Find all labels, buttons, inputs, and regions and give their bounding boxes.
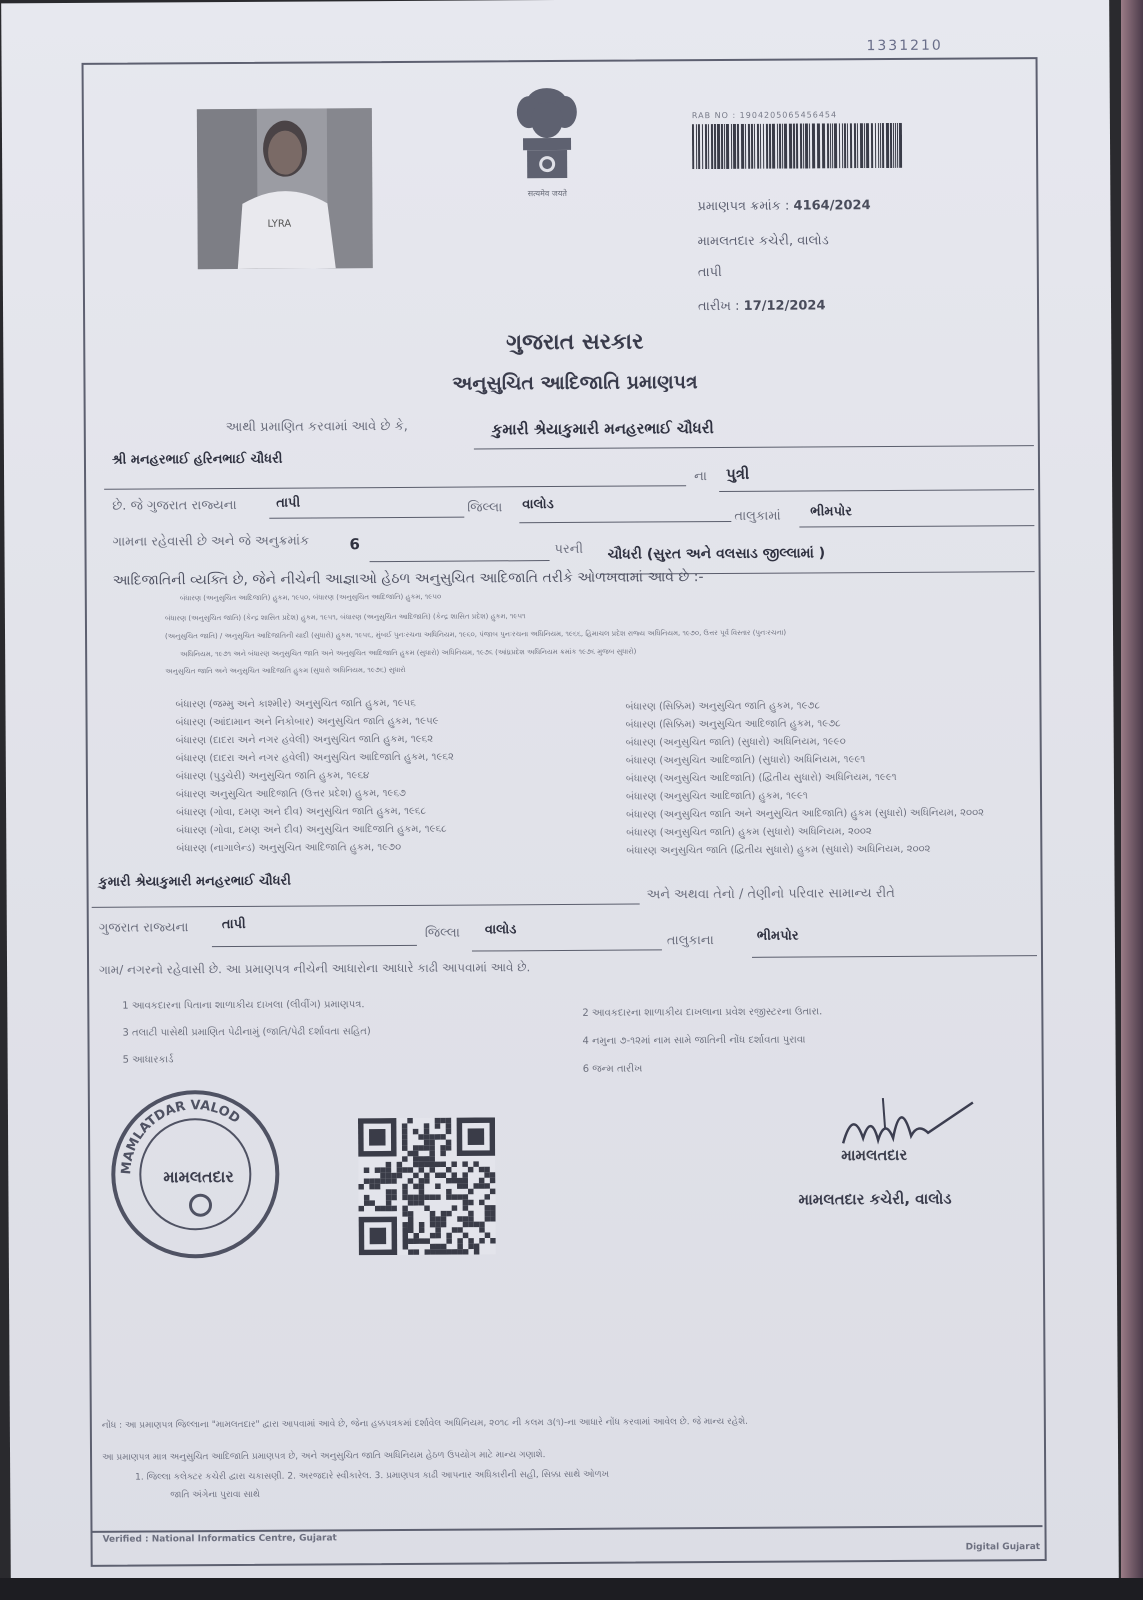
issue-date-value: 17/12/2024	[743, 298, 826, 314]
village-value-2: ભીમપોર	[756, 928, 799, 944]
order-item: બંધારણ (અનુસુચિત જાતિ) (કેન્દ્ર શાસિત પ્રદેશ) હુકમ, ૧૯૫૧, બંધારણ (અનુસુચિત આદિજાતિ) (કેન્દ્ર શાસિત પ્રદેશ) હુકમ, ૧૯૫૧	[164, 612, 526, 623]
svg-text:LYRA: LYRA	[267, 218, 292, 230]
note-line: જાતિ અંગેના પુરાવા સાથે	[170, 1489, 260, 1501]
note-line: નોંધ : આ પ્રમાણપત્ર જિલ્લાના "મામલતદાર" દ્વારા આપવામાં આવે છે, જેના હક્કપત્રકમાં દર્શાવેલ અધિનિયમ, ૨૦૧૮ ની કલમ ૩(૧)-ના આધારે નોંધ કરવામાં આવેલ છે. જે માન્ય રહેશે.	[101, 1416, 749, 1431]
tribe-statement: આદિજાતિની વ્યક્તિ છે, જેને નીચેની આજ્ઞાઓ હેઠળ અનુસુચિત આદિજાતિ તરીકે ઓળખવામાં આવે છે :-	[112, 569, 704, 589]
basis-text: ગામ/ નગરનો રહેવાસી છે. આ પ્રમાણપત્ર નીચેની આધારોના આધારે કાઢી આપવામાં આવે છે.	[99, 960, 531, 977]
certificate-number-value: 4164/2024	[793, 198, 871, 214]
stamp-center-text: મામલતદાર	[163, 1167, 234, 1187]
district-value: તાપી	[276, 495, 301, 511]
father-name: શ્રી મનહરભાઈ હરિનભાઈ ચૌધરી	[111, 451, 283, 468]
order-item: બંધારણ અનુસુચિત જાતિ (દ્વિતીય સુધારો) હુકમ (સુધારો) અધિનિયમ, ૨૦૦૨	[626, 843, 931, 857]
certificate-title: અનુસુચિત આદિજાતિ પ્રમાણપત્ર	[452, 371, 698, 395]
order-item: (અનુસુચિત જાતિ) / અનુસુચિત આદિજાતિની યાદી (સુધારો) હુકમ, ૧૯૫૬, મુંબઈ પુનઃરચના અધિનિયમ, ૧૯૬૦, પંજાબ પુનઃરચના અધિનિયમ, ૧૯૬૬, હિમાચલ પ્રદેશ રાજ્ય અધિનિયમ, ૧૯૭૦, ઉત્તર પૂર્વ વિસ્તાર (પુનઃરચના)	[165, 628, 787, 641]
district-label: જિલ્લા	[467, 500, 503, 516]
order-item: બંધારણ (સિક્કિમ) અનુસુચિત આદિજાતિ હુકમ, ૧૯૭૮	[625, 718, 841, 731]
applicant-photo	[197, 108, 373, 269]
document-item: 4 નમુના ૭-૧૨માં નામ સામે જાતિની નોંધ દર્શાવતા પુરાવા	[582, 1034, 806, 1047]
district-label-2: જિલ્લા	[424, 925, 460, 941]
official-stamp	[108, 1087, 284, 1263]
document-item: 2 આવકદારના શાળાકીય દાખલાના પ્રવેશ રજીસ્ટરના ઉતારા.	[582, 1006, 823, 1019]
document-item: 5 આધારકાર્ડ	[122, 1054, 174, 1066]
qr-code	[358, 1117, 496, 1255]
schedule-mid: પરની	[554, 541, 584, 558]
footer-right: Digital Gujarat	[965, 1542, 1041, 1553]
order-item: અનુસુચિત જાતિ અને અનુસુચિત આદિજાતિ હુકમ (સુધારો અધિનિયમ, ૧૯૭૬) સુધારો	[165, 665, 406, 676]
relation-prefix: ના	[694, 469, 707, 485]
office-line-1: મામલતદાર કચેરી, વાલોડ	[697, 233, 829, 250]
order-item: બંધારણ (સિક્કિમ) અનુસુચિત જાતિ હુકમ, ૧૯૭૮	[625, 700, 820, 713]
document-item: 3 તલાટી પાસેથી પ્રમાણિત પેઢીનામું (જાતિ/પેઢી દર્શાવતા સહિત)	[122, 1026, 371, 1039]
district-value-2: તાપી	[221, 916, 246, 933]
signer-title: મામલતદાર કચેરી, વાલોડ	[798, 1189, 952, 1209]
barcode-label: RAB NO : 1904205065456454	[691, 110, 838, 121]
office-line-2: તાપી	[697, 265, 722, 281]
order-item: બંધારણ (દાદરા અને નગર હવેલી) અનુસુચિત આદિજાતિ હુકમ, ૧૯૬૨	[175, 751, 454, 765]
order-item: બંધારણ (અનુસુચિત જાતિ) હુકમ (સુધારો) અધિનિયમ, ૨૦૦૨	[626, 826, 872, 839]
order-item: બંધારણ (અનુસુચિત જાતિ અને અનુસુચિત આદિજાતિ) હુકમ (સુધારો) અધિનિયમ, ૨૦૦૨	[626, 807, 984, 821]
schedule-text: ગામના રહેવાસી છે અને જે અનુક્રમાંક	[112, 533, 310, 550]
government-title: ગુજરાત સરકાર	[505, 329, 644, 356]
order-item: બંધારણ (આંદામાન અને નિકોબાર) અનુસુચિત જાતિ હુકમ, ૧૯૫૯	[175, 715, 439, 729]
tribe-value: ચૌધરી (સુરત અને વલસાડ જીલ્લામાં )	[607, 545, 826, 563]
intro-text: આથી પ્રમાણિત કરવામાં આવે છે કે,	[225, 418, 408, 436]
certificate-number-label: પ્રમાણપત્ર ક્રમાંક :	[697, 198, 790, 215]
background-bottom	[0, 1578, 1143, 1600]
order-item: બંધારણ (ગોવા, દમણ અને દીવ) અનુસુચિત જાતિ હુકમ, ૧૯૬૮	[176, 805, 427, 819]
stamp-ring-text: MAMLATDAR VALOD	[119, 1098, 243, 1176]
emblem-caption: सत्यमेव जयते	[527, 188, 568, 199]
issue-date-label: તારીખ :	[697, 298, 740, 315]
family-text: અને અથવા તેનો / તેણીનો પરિવાર સામાન્ય રીતે	[646, 885, 895, 903]
certificate-paper	[1, 0, 1119, 1589]
signature-text: મામલતદાર	[841, 1145, 908, 1165]
document-item: 6 જન્મ તારીખ	[582, 1063, 643, 1075]
order-item: બંધારણ અનુસુચિત આદિજાતિ (ઉત્તર પ્રદેશ) હુકમ, ૧૯૬૭	[175, 787, 407, 801]
order-item: બંધારણ (અનુસુચિત જાતિ) (સુધારો) અધિનિયમ, ૧૯૯૦	[625, 736, 846, 749]
order-item: બંધારણ (જમ્મુ અને કાશ્મીર) અનુસુચિત જાતિ હુકમ, ૧૯૫૬	[175, 697, 416, 711]
order-item: બંધારણ (દાદરા અને નગર હવેલી) અનુસુચિત જાતિ હુકમ, ૧૯૬૨	[175, 733, 434, 747]
national-emblem-icon	[507, 80, 588, 195]
order-item: બંધારણ (અનુસુચિત આદિજાતિ) હુકમ, ૧૯૯૧	[625, 790, 808, 803]
order-item: અધિનિયમ, ૧૯૭૧ અને બંધારણ અનુસુચિત જાતિ અને અનુસુચિત આદિજાતિ હુકમ (સુધારો) અધિનિયમ, ૧૯૭૬ (આંધ્રપ્રદેશ અધિનિયમ ક્રમાંક ૧૯૭૬ મુજબ સુધારો)	[180, 647, 637, 659]
order-item: બંધારણ (પુડુચેરી) અનુસુચિત જાતિ હુકમ, ૧૯૬૪	[175, 770, 370, 783]
background-edge	[1121, 0, 1143, 1600]
state-label: છે. જે ગુજરાત રાજ્યના	[112, 497, 237, 514]
order-item: બંધારણ (નાગાલેન્ડ) અનુસુચિત આદિજાતિ હુકમ, ૧૯૭૦	[176, 841, 402, 855]
applicant-name-repeat: કુમારી શ્રેયાકુમારી મનહરભાઈ ચૌધરી	[98, 873, 291, 890]
note-line: 1. જિલ્લા કલેક્ટર કચેરી દ્વારા ચકાસણી. 2. અરજદારે સ્વીકારેલ. 3. પ્રમાણપત્ર કાઢી આપનાર અધિકારીની સહી, સિક્કા સાથે ઓળખ	[135, 1469, 610, 1483]
state-label-2: ગુજરાત રાજ્યના	[98, 920, 189, 936]
taluka-label: તાલુકામાં	[734, 508, 781, 524]
svg-text:MAMLATDAR VALOD	[119, 1098, 243, 1175]
handwritten-number: 1331210	[866, 37, 943, 55]
note-line: આ પ્રમાણપત્ર માત્ર અનુસુચિત આદિજાતિ પ્રમાણપત્ર છે, અને અનુસુચિત જાતિ અધિનિયમ હેઠળ ઉપયોગ માટે માન્ય ગણાશે.	[102, 1450, 546, 1463]
certificate-number	[697, 198, 870, 214]
applicant-name: કુમારી શ્રેયાકુમારી મનહરભાઈ ચૌધરી	[491, 419, 714, 439]
signature	[823, 1087, 983, 1168]
taluka-value: વાલોડ	[522, 497, 554, 513]
order-item: બંધારણ (અનુસુચિત આદિજાતિ) હુકમ, ૧૯૫૦, બંધારણ (અનુસુચિત આદિજાતિ) હુકમ, ૧૯૫૦	[179, 592, 442, 603]
taluka-value-2: વાલોડ	[484, 922, 517, 938]
taluka-label-2: તાલુકાના	[666, 933, 714, 949]
footer-left: Verified : National Informatics Centre, Gujarat	[102, 1533, 337, 1545]
issue-date	[698, 298, 826, 314]
village-value: ભીમપોર	[810, 504, 853, 520]
document-item: 1 આવકદારના પિતાના શાળાકીય દાખલા (લીવીંગ) પ્રમાણપત્ર.	[122, 999, 365, 1012]
order-item: બંધારણ (અનુસુચિત આદિજાતિ) (સુધારો) અધિનિયમ, ૧૯૯૧	[625, 754, 866, 767]
barcode	[692, 123, 902, 169]
schedule-number: 6	[349, 535, 360, 554]
order-item: બંધારણ (ગોવા, દમણ અને દીવ) અનુસુચિત આદિજાતિ હુકમ, ૧૯૬૮	[176, 823, 447, 837]
order-item: બંધારણ (અનુસુચિત આદિજાતિ) (દ્વિતીય સુધારો) અધિનિયમ, ૧૯૯૧	[625, 771, 897, 785]
relation-value: પુત્રી	[725, 464, 750, 483]
